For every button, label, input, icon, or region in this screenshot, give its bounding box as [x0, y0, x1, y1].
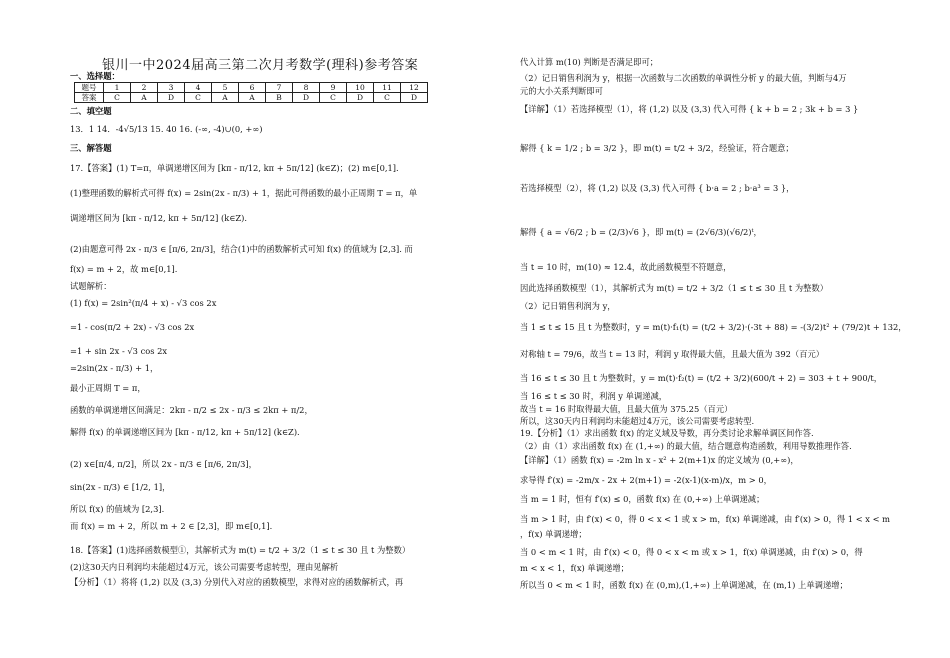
- answer-table: [74, 82, 428, 103]
- text-line: (2) x∈[π/4, π/2]，所以 2x - π/3 ∈ [π/6, 2π/3]，: [70, 459, 257, 469]
- text-line: 当 16 ≤ t ≤ 30 时，利润 y 单调递减，: [520, 391, 668, 401]
- table-cell: 6: [239, 83, 266, 93]
- text-line: (1)整理函数的解析式可得 f(x) = 2sin(2x - π/3) + 1，据此可得函数的最小正周期 T = π，单: [70, 188, 418, 198]
- text-line: 所以，这30天内日利润均未能超过4万元，该公司需要考虑转型.: [520, 416, 755, 426]
- table-cell: C: [320, 93, 347, 103]
- text-line: 调递增区间为 [kπ - π/12, kπ + 5π/12] (k∈Z).: [70, 213, 248, 223]
- text-line: ，f(x) 单调递增；: [520, 529, 587, 539]
- text-line: 19.【分析】（1）求出函数 f(x) 的定义域及导数，再分类讨论求解单调区间作答.: [520, 428, 814, 438]
- text-line: （2）由（1）求出函数 f(x) 在 (1,+∞) 的最大值，结合题意构造函数，利用导数推理作答.: [520, 441, 852, 451]
- table-cell: D: [401, 93, 428, 103]
- table-cell: C: [104, 93, 131, 103]
- text-line: m < x < 1，f(x) 单调递增；: [520, 563, 629, 573]
- table-cell: 4: [185, 83, 212, 93]
- text-line: =1 + sin 2x - √3 cos 2x: [70, 346, 168, 356]
- text-line: 当 1 ≤ t ≤ 15 且 t 为整数时，y = m(t)·f₁(t) = (t/2 + 3/2)·(-3t + 88) = -(3/2)t² + (79/2)t + 132，: [520, 322, 907, 332]
- text-line: 所以 f(x) 的值域为 [2,3].: [70, 504, 165, 514]
- text-line: (2)这30天内日利润均未能超过4万元，该公司需要考虑转型，理由见解析: [70, 562, 339, 572]
- text-line: (1) f(x) = 2sin²(π/4 + x) - √3 cos 2x: [70, 298, 217, 308]
- text-line: 解得 f(x) 的单调递增区间为 [kπ - π/12, kπ + 5π/12] (k∈Z).: [70, 427, 300, 437]
- text-line: 当 t = 10 时，m(10) ≈ 12.4，故此函数模型不符题意，: [520, 262, 732, 272]
- table-cell: 9: [320, 83, 347, 93]
- text-line: 试题解析：: [70, 281, 112, 291]
- text-line: 解得 { a = √6/2 ; b = (2/3)√6 }，即 m(t) = (2√6/3)(√6/2)ᵗ，: [520, 227, 762, 237]
- table-cell: A: [131, 93, 158, 103]
- text-line: 【分析】（1）将将 (1,2) 以及 (3,3) 分别代入对应的函数模型，求得对应的函数解析式，再: [70, 577, 404, 587]
- table-cell: 3: [158, 83, 185, 93]
- text-line: 代入计算 m(10) 判断是否满足即可；: [520, 57, 659, 67]
- text-line: 18.【答案】(1)选择函数模型①，其解析式为 m(t) = t/2 + 3/2（1 ≤ t ≤ 30 且 t 为整数）: [70, 545, 411, 555]
- text-line: 当 m = 1 时，恒有 f′(x) ≤ 0，函数 f(x) 在 (0,+∞) 上单调递减；: [520, 494, 765, 504]
- text-line: =2sin(2x - π/3) + 1，: [70, 363, 159, 373]
- table-cell: D: [293, 93, 320, 103]
- table-cell: 1: [104, 83, 131, 93]
- table-cell: 答案: [75, 93, 104, 103]
- text-line: 所以当 0 < m < 1 时，函数 f(x) 在 (0,m),(1,+∞) 上单调递减，在 (m,1) 上单调递增；: [520, 580, 848, 590]
- text-line: 当 16 ≤ t ≤ 30 且 t 为整数时，y = m(t)·f₂(t) = (t/2 + 3/2)(600/t + 2) = 303 + t + 900/t，: [520, 373, 883, 383]
- text-line: 13．1 14．-4√5/13 15. 40 16. (-∞, -4)∪(0, +∞): [70, 124, 263, 134]
- table-cell: C: [185, 93, 212, 103]
- text-line: 函数的单调递增区间满足：2kπ - π/2 ≤ 2x - π/3 ≤ 2kπ + π/2，: [70, 405, 313, 415]
- table-cell: D: [347, 93, 374, 103]
- table-cell: 10: [347, 83, 374, 93]
- text-line: 二、填空题: [70, 106, 112, 116]
- table-cell: 7: [266, 83, 293, 93]
- document-title: 银川一中2024届高三第二次月考数学(理科)参考答案: [102, 58, 419, 73]
- text-line: 【详解】（1）函数 f(x) = -2m ln x - x² + 2(m+1)x 的定义域为 (0,+∞)，: [520, 455, 799, 465]
- text-line: 求导得 f′(x) = -2m/x - 2x + 2(m+1) = -2(x-1)(x-m)/x，m > 0，: [520, 475, 772, 485]
- text-line: 三、解答题: [70, 143, 112, 153]
- text-line: 最小正周期 T = π，: [70, 383, 146, 393]
- text-line: f(x) = m + 2，故 m∈[0,1].: [70, 264, 178, 274]
- table-cell: A: [212, 93, 239, 103]
- table-cell: 12: [401, 83, 428, 93]
- text-line: 【详解】（1）若选择模型（1），将 (1,2) 以及 (3,3) 代入可得 { k + b = 2 ; 3k + b = 3 }: [520, 104, 859, 114]
- text-line: 故当 t = 16 时取得最大值，且最大值为 375.25（百元）: [520, 404, 733, 414]
- table-cell: 8: [293, 83, 320, 93]
- text-line: 元的大小关系判断即可: [520, 86, 603, 96]
- text-line: 而 f(x) = m + 2，所以 m + 2 ∈ [2,3]，即 m∈[0,1].: [70, 521, 273, 531]
- table-row: [75, 83, 428, 93]
- text-line: （2）记日销售利润为 y，: [520, 301, 616, 311]
- text-line: sin(2x - π/3) ∈ [1/2, 1]，: [70, 482, 171, 492]
- text-line: 17.【答案】(1) T=π，单调递增区间为 [kπ - π/12, kπ + 5π/12] (k∈Z)；(2) m∈[0,1].: [70, 163, 399, 173]
- table-cell: A: [239, 93, 266, 103]
- text-line: =1 - cos(π/2 + 2x) - √3 cos 2x: [70, 322, 195, 332]
- table-cell: 5: [212, 83, 239, 93]
- table-cell: D: [158, 93, 185, 103]
- table-cell: 11: [374, 83, 401, 93]
- text-line: 当 0 < m < 1 时，由 f′(x) < 0，得 0 < x < m 或 x > 1，f(x) 单调递减，由 f′(x) > 0，得: [520, 547, 863, 557]
- text-line: 当 m > 1 时，由 f′(x) < 0，得 0 < x < 1 或 x > m，f(x) 单调递减，由 f′(x) > 0，得 1 < x < m: [520, 514, 891, 524]
- text-line: 若选择模型（2），将 (1,2) 以及 (3,3) 代入可得 { b·a = 2 ; b·a³ = 3 }，: [520, 183, 795, 193]
- table-cell: 题号: [75, 83, 104, 93]
- text-line: （2）记日销售利润为 y，根据一次函数与二次函数的单调性分析 y 的最大值，判断与4万: [520, 73, 847, 83]
- table-cell: C: [374, 93, 401, 103]
- table-row: [75, 93, 428, 103]
- text-line: 解得 { k = 1/2 ; b = 3/2 }，即 m(t) = t/2 + 3/2，经验证，符合题意；: [520, 143, 794, 153]
- table-cell: B: [266, 93, 293, 103]
- table-cell: 2: [131, 83, 158, 93]
- text-line: (2)由题意可得 2x - π/3 ∈ [π/6, 2π/3]，结合(1)中的函数解析式可知 f(x) 的值域为 [2,3]. 而: [70, 244, 413, 254]
- text-line: 对称轴 t = 79/6，故当 t = 13 时，利润 y 取得最大值，且最大值为 392（百元）: [520, 349, 825, 359]
- section-heading: 一、选择题：: [70, 71, 120, 81]
- text-line: 因此选择函数模型（1），其解析式为 m(t) = t/2 + 3/2（1 ≤ t ≤ 30 且 t 为整数）: [520, 283, 829, 293]
